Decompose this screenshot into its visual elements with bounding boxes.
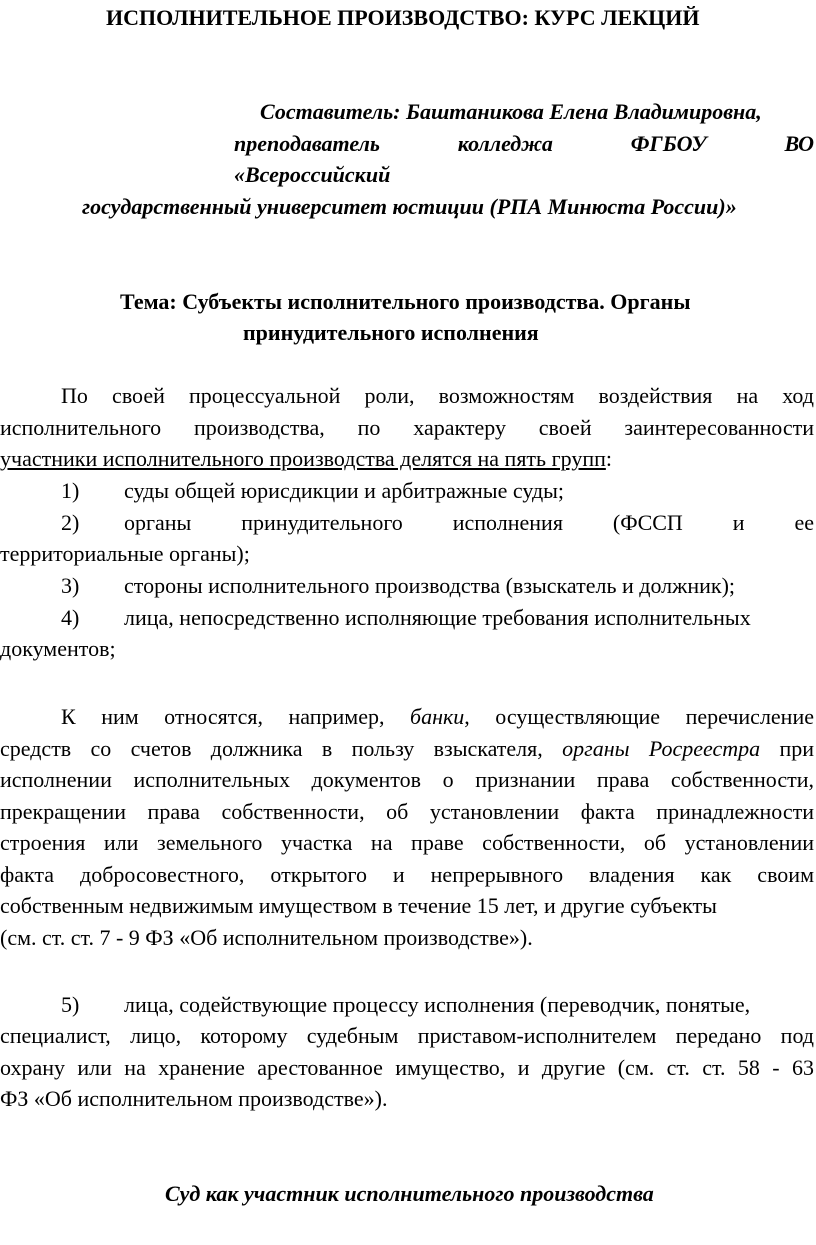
document-title: ИСПОЛНИТЕЛЬНОЕ ПРОИЗВОДСТВО: КУРС ЛЕКЦИЙ: [106, 5, 700, 30]
compiler-line-3: «Всероссийский: [234, 162, 391, 187]
group-2-word: исполнения: [452, 510, 563, 535]
para2-italic-banks: банки: [410, 704, 465, 729]
group-number: 5): [61, 992, 80, 1017]
group-1-text: суды общей юрисдикции и арбитражные суды;: [124, 478, 565, 503]
para2-line-5: строения или земельного участка на праве собственности, об установлении: [0, 830, 814, 855]
group-number: 3): [61, 573, 80, 598]
topic-heading-line-1: Тема: Субъекты исполнительного производства. Органы: [120, 289, 691, 314]
group-2-word: органы: [124, 510, 192, 535]
group-3-text: стороны исполнительного производства (взыскатель и должник);: [124, 573, 736, 598]
compiler-word: ВО: [784, 131, 814, 156]
groups-intro-colon: :: [605, 446, 612, 471]
para2-line-8: (см. ст. ст. 7 - 9 ФЗ «Об исполнительном производстве»).: [0, 925, 533, 950]
compiler-line-2: [234, 131, 814, 157]
compiler-line-1: Составитель: Баштаникова Елена Владимировна,: [260, 99, 762, 124]
group-4-text-line-1: лица, непосредственно исполняющие требования исполнительных: [124, 605, 751, 630]
group-5-text-line-4: ФЗ «Об исполнительном производстве»).: [0, 1086, 388, 1111]
compiler-line-4: государственный университет юстиции (РПА Минюста России)»: [82, 194, 737, 219]
topic-heading-line-2: принудительного исполнения: [243, 320, 539, 345]
section-heading: Суд как участник исполнительного производства: [165, 1181, 654, 1206]
para2-line-4: прекращении права собственности, об установлении факта принадлежности: [0, 799, 814, 824]
para2-text: К ним относятся, например,: [61, 704, 410, 729]
intro-line-3: [0, 446, 612, 472]
para2-line-1: [61, 704, 814, 730]
group-number: 2): [61, 510, 80, 535]
compiler-word: преподаватель: [234, 131, 380, 156]
group-2-word: ее: [794, 510, 814, 535]
para2-text: , осуществляющие перечисление: [464, 704, 814, 729]
compiler-word: ФГБОУ: [630, 131, 707, 156]
group-5-text-line-1: лица, содействующие процессу исполнения (переводчик, понятые,: [124, 992, 751, 1017]
group-2-word: принудительного: [241, 510, 403, 535]
group-2-text-line-1: [124, 510, 814, 536]
group-5-text-line-2: специалист, лицо, которому судебным приставом-исполнителем передано под: [0, 1023, 814, 1048]
group-5-text-line-3: охрану или на хранение арестованное имущество, и другие (см. ст. ст. 58 - 63: [0, 1055, 814, 1080]
intro-line-1: По своей процессуальной роли, возможностям воздействия на ход: [61, 383, 814, 408]
para2-text: средств со счетов должника в пользу взыскателя,: [0, 736, 563, 761]
groups-intro-underlined: участники исполнительного производства делятся на пять групп: [0, 446, 606, 471]
group-2-word: и: [732, 510, 745, 535]
para2-text: при: [760, 736, 815, 761]
para2-line-7: собственным недвижимым имуществом в течение 15 лет, и другие субъекты: [0, 893, 717, 918]
compiler-word: колледжа: [457, 131, 553, 156]
group-4-text-line-2: документов;: [0, 636, 116, 661]
group-2-word: (ФССП: [612, 510, 683, 535]
group-number: 1): [61, 478, 80, 503]
para2-italic-rosreestr: органы Росреестра: [562, 736, 761, 761]
para2-line-3: исполнении исполнительных документов о признании права собственности,: [0, 767, 814, 792]
para2-line-6: факта добросовестного, открытого и непрерывного владения как своим: [0, 862, 814, 887]
para2-line-2: [0, 736, 814, 762]
group-2-text-line-2: территориальные органы);: [0, 541, 250, 566]
group-number: 4): [61, 605, 80, 630]
intro-line-2: исполнительного производства, по характеру своей заинтересованности: [0, 415, 814, 440]
